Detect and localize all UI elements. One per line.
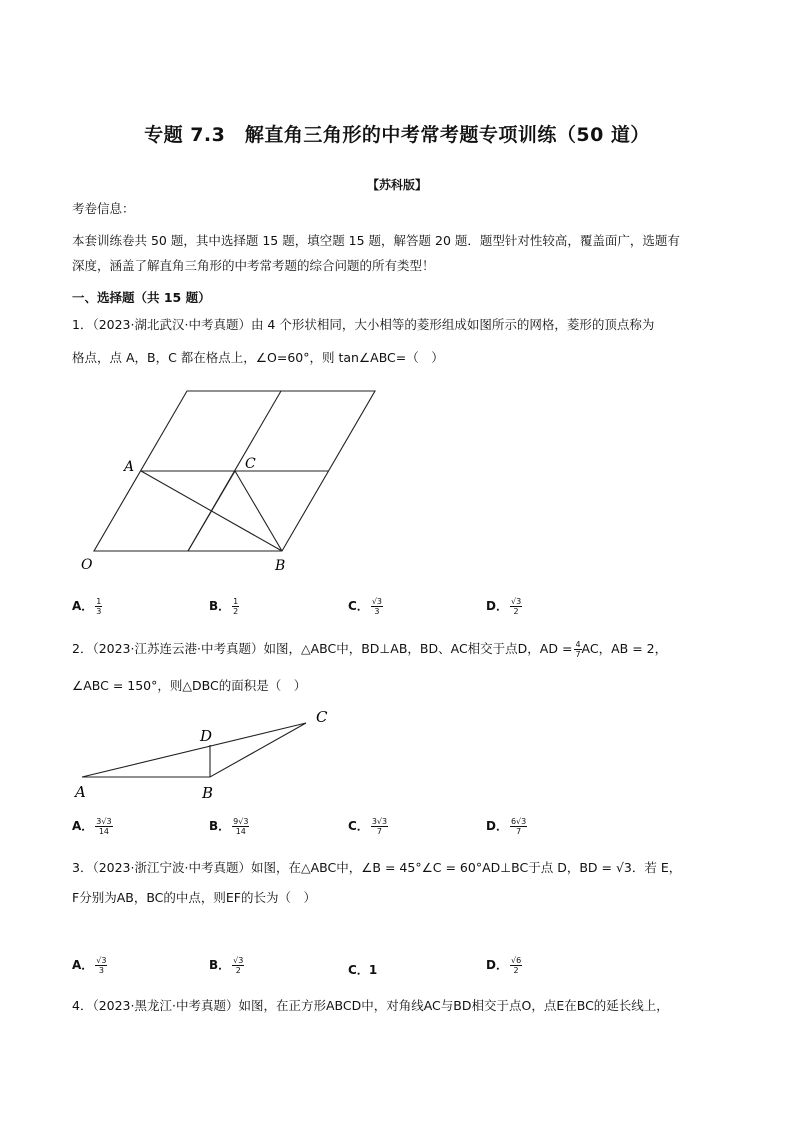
q1-line-1: 1．（2023·湖北武汉·中考真题）由 4 个形状相同，大小相等的菱形组成如图所示的网格，菱形的顶点称为 — [72, 317, 655, 332]
q2-label-b: B — [202, 784, 214, 802]
q3-option-a[interactable]: A． $\frac{√3}{3}$ — [72, 956, 107, 975]
intro-line-2: 深度，涵盖了解直角三角形的中考常考题的综合问题的所有类型！ — [72, 258, 435, 273]
info-label: 考卷信息： — [72, 201, 135, 216]
q3-option-c[interactable]: C．1 — [348, 963, 378, 977]
q3-option-b[interactable]: B． $\frac{√3}{2}$ — [209, 956, 244, 975]
q1-option-c[interactable]: C． $\frac{√3}{3}$ — [348, 597, 382, 616]
q2-line-1: 2．（2023·江苏连云港·中考真题）如图，△ABC中，BD⊥AB，BD、AC相交于点D，AD = $\frac{4}{7}$ AC，AB = 2， — [72, 640, 668, 659]
q2-option-b[interactable]: B． $\frac{9√3}{14}$ — [209, 817, 249, 836]
q2-label-c: C — [316, 708, 328, 726]
q1-label-o: O — [81, 557, 93, 573]
edition-label: 【苏科版】 — [366, 178, 427, 192]
q1-line-2: 格点，点 A，B，C 都在格点上，∠O=60°，则 tan∠ABC=（ ） — [72, 350, 444, 365]
q3-line-2: F分别为AB，BC的中点，则EF的长为（ ） — [72, 890, 316, 905]
q2-triangle-figure — [70, 705, 340, 805]
section-choice-heading: 一、选择题（共 15 题） — [72, 290, 211, 305]
q1-option-a[interactable]: A． $\frac{1}{3}$ — [72, 597, 102, 616]
q2-line-2: ∠ABC = 150°，则△DBC的面积是（ ） — [72, 678, 307, 693]
q4-line-1: 4．（2023·黑龙江·中考真题）如图，在正方形ABCD中，对角线AC与BD相交于点O，点E在BC的延长线上， — [72, 998, 669, 1013]
q2-option-d[interactable]: D． $\frac{6√3}{7}$ — [486, 817, 527, 836]
page-title: 专题 7.3 解直角三角形的中考常考题专项训练（50 道） — [144, 124, 650, 146]
q2-label-a: A — [75, 783, 86, 801]
q1-label-c: C — [245, 456, 256, 472]
q2-label-d: D — [200, 727, 213, 745]
intro-line-1: 本套训练卷共 50 题，其中选择题 15 题，填空题 15 题，解答题 20 题．题型针对性较高，覆盖面广，选题有 — [72, 233, 680, 248]
q2-option-a[interactable]: A． $\frac{3√3}{14}$ — [72, 817, 112, 836]
q1-option-d[interactable]: D． $\frac{√3}{2}$ — [486, 597, 522, 616]
q1-rhombus-grid-figure — [70, 380, 390, 580]
q2-option-c[interactable]: C． $\frac{3√3}{7}$ — [348, 817, 388, 836]
q1-label-a: A — [124, 459, 135, 475]
q3-line-1: 3．（2023·浙江宁波·中考真题）如图，在△ABC中，∠B = 45°∠C = 60°AD⊥BC于点 D，BD = √3．若 E， — [72, 860, 682, 875]
q1-option-b[interactable]: B． $\frac{1}{2}$ — [209, 597, 239, 616]
q3-option-d[interactable]: D． $\frac{√6}{2}$ — [486, 956, 522, 975]
q1-label-b: B — [275, 558, 286, 574]
